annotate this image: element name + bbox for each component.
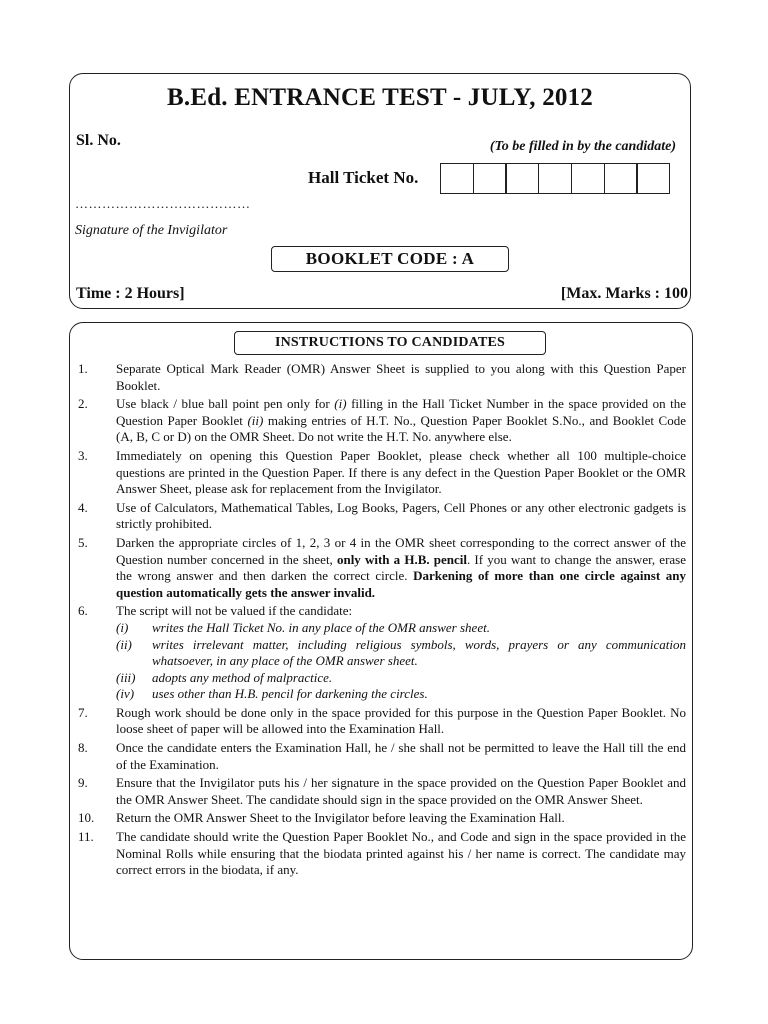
instructions-box	[69, 322, 693, 960]
item-number: 11.	[78, 829, 94, 845]
text-segment: Use black / blue ball point pen only for	[116, 396, 335, 412]
instruction-item	[78, 740, 686, 773]
instruction-item	[78, 775, 686, 808]
item-number: 9.	[78, 775, 88, 791]
sub-item	[116, 670, 686, 687]
signature-line: …………………………………	[75, 196, 251, 211]
item-text: Immediately on opening this Question Paper Booklet, please check whether all 100 multiple-choice questions are printed in the Question Paper. If there is any defect in the Question Paper Booklet or the OMR Answer Sheet, please ask for replacement from the Invigilator.	[116, 447, 686, 497]
item-text: Separate Optical Mark Reader (OMR) Answer Sheet is supplied to you along with this Question Paper Booklet.	[116, 361, 686, 393]
item-number: 8.	[78, 740, 88, 756]
hall-ticket-digit-box[interactable]	[505, 163, 539, 194]
item-number: 5.	[78, 534, 88, 550]
hall-ticket-digit-box[interactable]	[538, 163, 572, 194]
serial-number-label: Sl. No.	[76, 132, 121, 149]
item-text: Once the candidate enters the Examination Hall, he / she shall not be permitted to leave the Hall till the end of the Examination.	[116, 740, 686, 772]
time-label: Time : 2 Hours]	[76, 285, 185, 302]
bold-segment: only with a H.B. pencil	[336, 551, 468, 567]
sub-item-number: (iii)	[116, 669, 136, 685]
max-marks-label: [Max. Marks : 100	[560, 285, 688, 302]
instruction-item	[78, 361, 686, 394]
sub-item-text: writes irrelevant matter, including religious symbols, words, prayers or any communication whatsoever, in any place of the OMR answer sheet.	[152, 636, 686, 669]
bold-segment: Darkening of more than one circle against any question automatically gets the answer invalid.	[116, 568, 686, 600]
hall-ticket-digit-box[interactable]	[636, 163, 670, 194]
booklet-code: BOOKLET CODE : A	[271, 246, 509, 272]
sub-item	[116, 686, 686, 703]
item-number: 3.	[78, 447, 88, 463]
hall-ticket-label: Hall Ticket No.	[308, 168, 419, 187]
item-text	[116, 603, 686, 703]
item-text: Use of Calculators, Mathematical Tables, Log Books, Pagers, Cell Phones or any other electronic gadgets is strictly prohibited.	[116, 499, 686, 532]
item-number: 7.	[78, 704, 88, 720]
sub-item-number: (ii)	[116, 636, 132, 652]
text-segment: making entries of H.T. No., Question Paper Booklet S.No., and Booklet Code (A, B, C or D) on the OMR Sheet. Do not write the H.T. No. anywhere else.	[116, 412, 686, 445]
hall-ticket-digit-box[interactable]	[440, 163, 474, 194]
instructions-heading: INSTRUCTIONS TO CANDIDATES	[234, 331, 546, 355]
item-text: Rough work should be done only in the space provided for this purpose in the Question Paper Booklet. No loose sheet of paper will be allowed into the Examination Hall.	[116, 704, 686, 737]
instruction-item	[78, 829, 686, 879]
hall-ticket-digit-box[interactable]	[571, 163, 605, 194]
item-text: Return the OMR Answer Sheet to the Invigilator before leaving the Examination Hall.	[116, 810, 565, 826]
page-title: B.Ed. ENTRANCE TEST - JULY, 2012	[167, 84, 593, 111]
instruction-item	[78, 500, 686, 533]
sub-item-text: writes the Hall Ticket No. in any place of the OMR answer sheet.	[152, 619, 490, 635]
hall-ticket-boxes[interactable]	[440, 163, 669, 194]
item-text: The candidate should write the Question Paper Booklet No., and Code and sign in the space provided in the Nominal Rolls while ensuring that the biodata printed against his / her name is correct. The candidate may correct errors in the biodata, if any.	[116, 829, 686, 878]
item-text: Ensure that the Invigilator puts his / her signature in the space provided on the Question Paper Booklet and the OMR Answer Sheet. The candidate should sign in the space provided on the OMR Answer Sheet.	[116, 775, 686, 807]
instruction-item	[78, 396, 686, 446]
filled-by-candidate-note: (To be filled in by the candidate)	[489, 139, 676, 154]
instruction-item	[78, 535, 686, 601]
item-number: 10.	[78, 810, 95, 826]
hall-ticket-digit-box[interactable]	[604, 163, 638, 194]
invigilator-signature-label: Signature of the Invigilator	[75, 223, 228, 238]
italic-marker: (i)	[334, 396, 347, 412]
item-lead: The script will not be valued if the candidate:	[116, 603, 353, 619]
sub-item-number: (iv)	[116, 686, 135, 702]
hall-ticket-digit-box[interactable]	[473, 163, 507, 194]
instruction-item	[78, 810, 686, 827]
sub-item	[116, 620, 686, 637]
item-number: 2.	[78, 396, 88, 412]
item-text	[116, 396, 686, 446]
sub-item-text: uses other than H.B. pencil for darkening the circles.	[152, 686, 428, 702]
instruction-item	[78, 603, 686, 703]
instruction-item	[78, 705, 686, 738]
italic-marker: (ii)	[247, 412, 264, 428]
item-number: 6.	[78, 603, 88, 619]
instruction-item	[78, 448, 686, 498]
sub-item-text: adopts any method of malpractice.	[152, 669, 333, 685]
item-number: 4.	[78, 499, 88, 515]
instructions-list	[78, 361, 686, 881]
text-segment: . If you want to change the answer, erase the wrong answer and then darken the correct circle.	[116, 551, 686, 584]
sub-item	[116, 637, 686, 670]
text-segment: Darken the appropriate circles of 1, 2, 3 or 4 in the OMR sheet corresponding to the correct answer of the Question number concerned in the sheet,	[116, 534, 686, 567]
sub-item-number: (i)	[116, 619, 129, 635]
text-segment: filling in the Hall Ticket Number in the space provided on the Question Paper Booklet	[116, 396, 686, 428]
item-number: 1.	[78, 361, 88, 376]
header-box	[69, 73, 691, 309]
item-text	[116, 535, 686, 601]
